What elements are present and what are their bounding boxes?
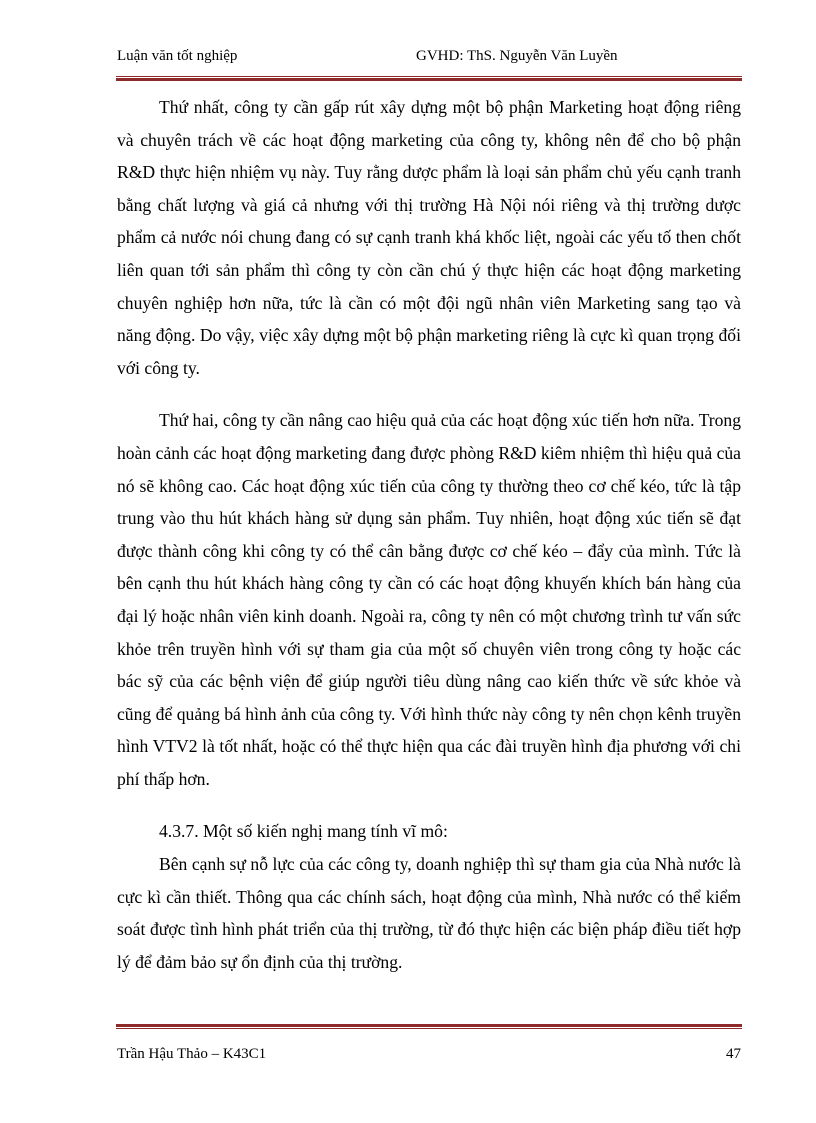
header-advisor: GVHD: ThS. Nguyễn Văn Luyền <box>416 48 618 64</box>
page-body <box>117 91 741 978</box>
page-number: 47 <box>726 1046 741 1062</box>
footer-author: Trần Hậu Thảo – K43C1 <box>117 1046 267 1062</box>
paragraph-2: Thứ hai, công ty cần nâng cao hiệu quả của các hoạt động xúc tiến hơn nữa. Trong hoàn cảnh các hoạt động marketing đang được phòng R&D kiêm nhiệm thì hiệu quả của nó sẽ không cao. Các hoạt động xúc tiến của công ty thường theo cơ chế kéo, tức là tập trung vào thu hút khách hàng sử dụng sản phẩm. Tuy nhiên, hoạt động xúc tiến sẽ đạt được thành công khi công ty có thể cân bằng được cơ chế kéo – đẩy của mình. Tức là bên cạnh thu hút khách hàng công ty cần có các hoạt động khuyến khích bán hàng của đại lý hoặc nhân viên kinh doanh. Ngoài ra, công ty nên có một chương trình tư vấn sức khỏe trên truyền hình với sự tham gia của một số chuyên viên trong công ty hoặc các bác sỹ của các bệnh viện để giúp người tiêu dùng nâng cao kiến thức về sức khỏe và cũng để quảng bá hình ảnh của công ty. Với hình thức này công ty nên chọn kênh truyền hình VTV2 là tốt nhất, hoặc có thể thực hiện qua các đài truyền hình địa phương với chi phí thấp hơn. <box>117 410 741 789</box>
header-rule <box>116 76 742 81</box>
paragraph-3: Bên cạnh sự nỗ lực của các công ty, doanh nghiệp thì sự tham gia của Nhà nước là cực kì cần thiết. Thông qua các chính sách, hoạt động của mình, Nhà nước có thể kiểm soát được tình hình phát triển của thị trường, từ đó thực hiện các biện pháp điều tiết hợp lý để đảm bảo sự ổn định của thị trường. <box>117 854 741 972</box>
header-thesis-label: Luận văn tốt nghiệp <box>117 48 238 64</box>
section-heading: 4.3.7. Một số kiến nghị mang tính vĩ mô: <box>159 821 448 842</box>
paragraph-1: Thứ nhất, công ty cần gấp rút xây dựng một bộ phận Marketing hoạt động riêng và chuyên trách về các hoạt động marketing của công ty, không nên để cho bộ phận R&D thực hiện nhiệm vụ này. Tuy rằng dược phẩm là loại sản phẩm chủ yếu cạnh tranh bằng chất lượng và giá cả nhưng với thị trường Hà Nội nói riêng và thị trường dược phẩm cả nước nói chung đang có sự cạnh tranh khá khốc liệt, ngoài các yếu tố then chốt liên quan tới sản phẩm thì công ty còn cần chú ý thực hiện các hoạt động marketing chuyên nghiệp hơn nữa, tức là cần có một đội ngũ nhân viên Marketing sang tạo và năng động. Do vậy, việc xây dựng một bộ phận marketing riêng là cực kì quan trọng đối với công ty. <box>117 97 741 378</box>
page-footer <box>117 1046 741 1068</box>
page-header <box>117 48 741 70</box>
footer-rule <box>116 1024 742 1029</box>
